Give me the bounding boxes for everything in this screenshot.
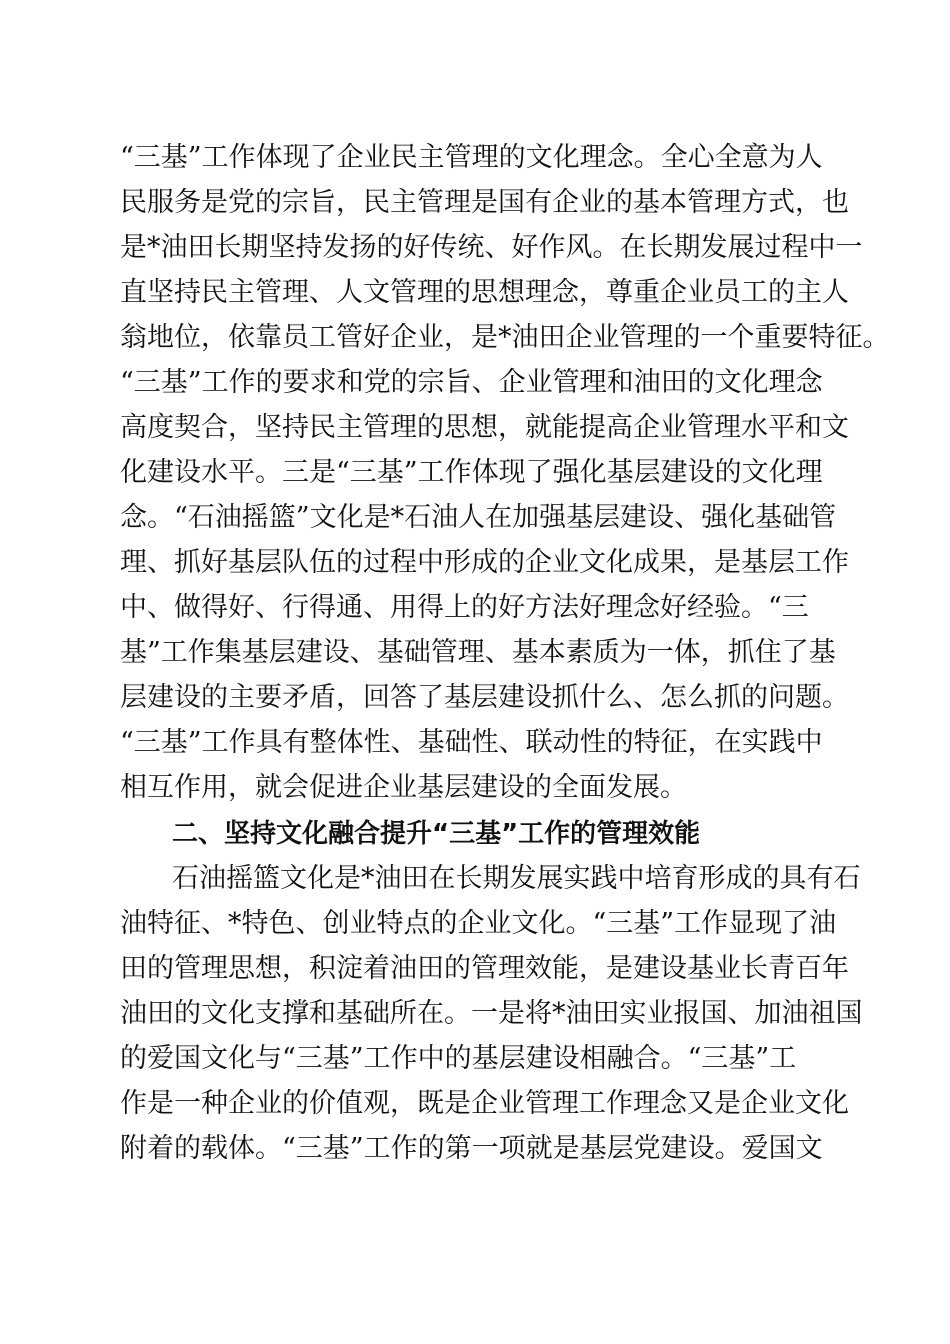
paragraph-1-line-1: “三基”工作体现了企业民主管理的文化理念。全心全意为人	[120, 142, 823, 173]
paragraph-1-line-8: 化建设水平。三是“三基”工作体现了强化基层建设的文化理	[120, 457, 823, 488]
paragraph-2-line-1: 石油摇篮文化是*油田在长期发展实践中培育形成的具有石	[172, 863, 861, 894]
paragraph-1-line-4: 直坚持民主管理、人文管理的思想理念，尊重企业员工的主人	[120, 277, 849, 308]
paragraph-1-line-15: 相互作用，就会促进企业基层建设的全面发展。	[120, 772, 687, 803]
paragraph-2-line-6: 作是一种企业的价值观，既是企业管理工作理念又是企业文化	[120, 1088, 849, 1119]
paragraph-1-line-7: 高度契合，坚持民主管理的思想，就能提高企业管理水平和文	[120, 412, 849, 443]
paragraph-2-line-7: 附着的载体。“三基”工作的第一项就是基层党建设。爱国文	[120, 1133, 823, 1164]
paragraph-2-line-3: 田的管理思想，积淀着油田的管理效能，是建设基业长青百年	[120, 953, 849, 984]
paragraph-1-line-5: 翁地位，依靠员工管好企业，是*油田企业管理的一个重要特征。	[120, 322, 890, 353]
paragraph-1-line-3: 是*油田长期坚持发扬的好传统、好作风。在长期发展过程中一	[120, 232, 863, 263]
paragraph-1-line-11: 中、做得好、行得通、用得上的好方法好理念好经验。“三	[120, 592, 809, 623]
paragraph-1-line-9: 念。“石油摇篮”文化是*石油人在加强基层建设、强化基础管	[120, 502, 837, 533]
section-heading: 二、坚持文化融合提升“三基”工作的管理效能	[172, 819, 701, 849]
paragraph-1-line-13: 层建设的主要矛盾，回答了基层建设抓什么、怎么抓的问题。	[120, 682, 849, 713]
paragraph-2-line-5: 的爱国文化与“三基”工作中的基层建设相融合。“三基”工	[120, 1043, 797, 1074]
paragraph-1-line-2: 民服务是党的宗旨，民主管理是国有企业的基本管理方式，也	[120, 187, 849, 218]
paragraph-2-line-2: 油特征、*特色、创业特点的企业文化。“三基”工作显现了油	[120, 908, 837, 939]
paragraph-1-line-6: “三基”工作的要求和党的宗旨、企业管理和油田的文化理念	[120, 367, 823, 398]
paragraph-1-line-12: 基”工作集基层建设、基础管理、基本素质为一体，抓住了基	[120, 637, 836, 668]
paragraph-1-line-14: “三基”工作具有整体性、基础性、联动性的特征，在实践中	[120, 727, 823, 758]
paragraph-1-line-10: 理、抓好基层队伍的过程中形成的企业文化成果，是基层工作	[120, 547, 849, 578]
paragraph-2-line-4: 油田的文化支撑和基础所在。一是将*油田实业报国、加油祖国	[120, 998, 863, 1029]
